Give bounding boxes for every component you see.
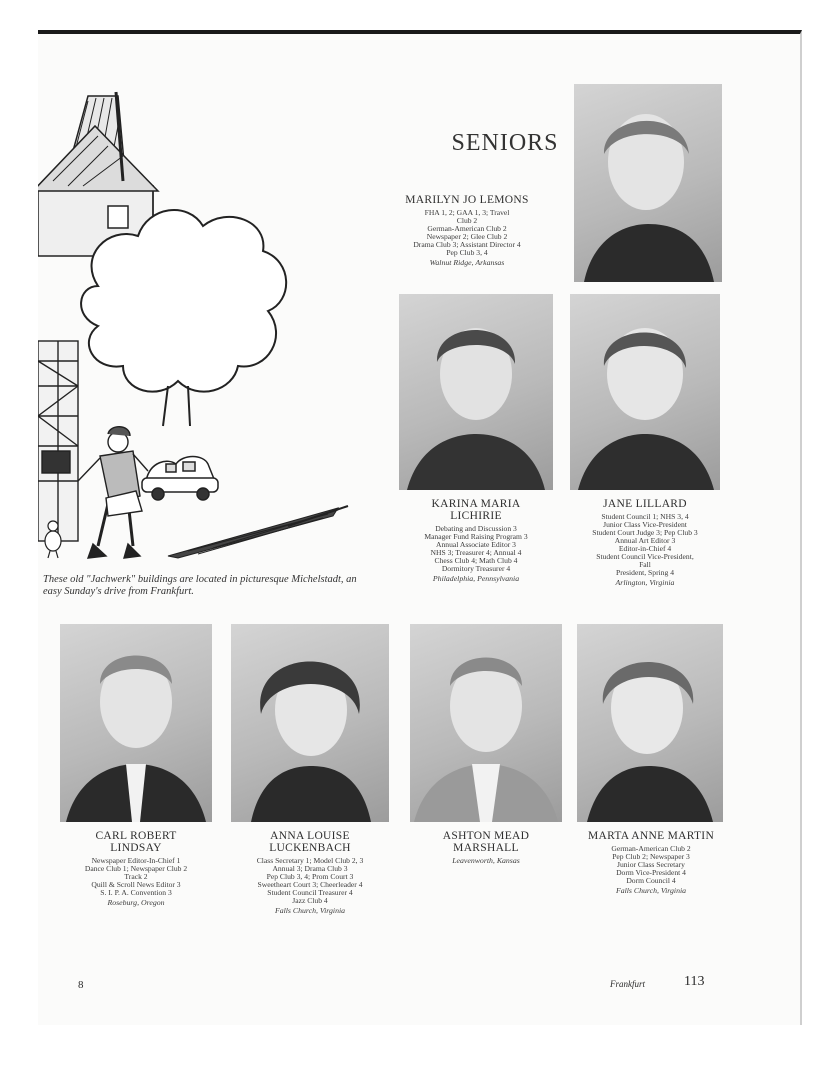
activity-line: German-American Club 2 [611, 844, 691, 854]
activity-line: Student Council Vice-President, [596, 551, 694, 561]
activity-line: German-American Club 2 [427, 224, 507, 233]
senior-photo-karina [399, 294, 553, 490]
hometown: Leavenworth, Kansas [452, 856, 520, 866]
senior-name: LINDSAY [110, 842, 162, 855]
activity-line: FHA 1, 2; GAA 1, 3; Travel [424, 208, 510, 218]
activity-line: Editor-in-Chief 4 [618, 543, 672, 553]
portrait-placeholder [574, 84, 722, 282]
page-number-right: 113 [684, 974, 705, 989]
portrait-placeholder [60, 624, 212, 822]
activity-line: Junior Class Vice-President [603, 520, 687, 530]
portrait-placeholder [577, 624, 723, 822]
boy-drawing [78, 427, 148, 558]
activity-line: Fall [639, 559, 651, 569]
timber-house-drawing [38, 341, 78, 541]
portrait-placeholder [399, 294, 553, 490]
senior-photo-ashton [410, 624, 562, 822]
activity-line: Student Council Treasurer 4 [267, 888, 353, 897]
page-title: SENIORS [451, 130, 559, 156]
hometown: Falls Church, Virginia [615, 885, 687, 895]
hometown: Walnut Ridge, Arkansas [429, 257, 505, 267]
senior-photo-jane [570, 294, 720, 490]
footer-label: Frankfurt [610, 979, 645, 989]
hometown: Philadelphia, Pennsylvania [432, 573, 520, 583]
activity-line: Newspaper Editor-In-Chief 1 [91, 856, 181, 866]
senior-entry-ashton [404, 830, 568, 865]
portrait-placeholder [410, 624, 562, 822]
portrait-placeholder [570, 294, 720, 490]
yearbook-page [38, 30, 802, 1025]
activity-line: Pep Club 3, 4; Prom Court 3 [266, 872, 354, 882]
activity-line: Junior Class Secretary [617, 860, 685, 869]
activity-line: Annual 3; Drama Club 3 [272, 864, 348, 874]
activity-line: Sweetheart Court 3; Cheerleader 4 [257, 880, 363, 890]
hometown: Roseburg, Oregon [107, 897, 165, 907]
senior-photo-marilyn [574, 84, 722, 282]
senior-photo-anna [231, 624, 389, 822]
activity-line: Student Council 1; NHS 3, 4 [601, 512, 689, 522]
senior-name: JANE LILLARD [603, 498, 687, 510]
senior-entry-carl [50, 830, 222, 907]
jachwerk-illustration [38, 86, 368, 566]
activity-line: Dormitory Treasurer 4 [441, 563, 511, 573]
senior-entry-anna [224, 830, 396, 915]
activity-line: Dorm Council 4 [626, 875, 676, 885]
activity-line: Annual Art Editor 3 [614, 535, 676, 545]
activity-line: Debating and Discussion 3 [435, 524, 517, 534]
senior-photo-carl [60, 624, 212, 822]
senior-entry-marilyn [392, 194, 542, 267]
activity-line: Pep Club 3, 4 [446, 247, 488, 257]
senior-photo-marta [577, 624, 723, 822]
activity-line: Dance Club 1; Newspaper Club 2 [84, 864, 188, 874]
senior-entry-jane [564, 498, 726, 587]
activity-line: Pep Club 2; Newspaper 3 [612, 852, 690, 862]
car-drawing [142, 457, 218, 501]
illustration-caption: These old "Jachwerk" buildings are located in picturesque Michelstadt, an easy Sunday's drive from Frankfurt. [43, 574, 357, 598]
activity-line: Dorm Vice-President 4 [616, 867, 686, 877]
activity-line: Quill & Scroll News Editor 3 [91, 880, 181, 890]
tree-drawing [81, 210, 286, 426]
senior-entry-marta [570, 830, 732, 895]
senior-name: LUCKENBACH [269, 842, 351, 855]
activity-line: Track 2 [124, 872, 148, 882]
activity-line: Class Secretary 1; Model Club 2, 3 [256, 856, 364, 866]
activity-line: Club 2 [456, 216, 478, 226]
activity-line: S. I. P. A. Convention 3 [100, 888, 172, 897]
senior-name: ASHTON MEAD [442, 830, 530, 842]
activity-line: Student Court Judge 3; Pep Club 3 [592, 528, 698, 537]
activity-line: Drama Club 3; Assistant Director 4 [413, 239, 521, 249]
activity-line: President, Spring 4 [615, 567, 674, 577]
senior-name: MARSHALL [453, 842, 519, 855]
senior-name: KARINA MARIA [431, 498, 521, 510]
page-number-left: 8 [78, 979, 84, 991]
senior-name: LICHIRIE [450, 510, 502, 523]
activity-line: Chess Club 4; Math Club 4 [434, 556, 518, 565]
senior-name: CARL ROBERT [95, 830, 177, 842]
activity-line: NHS 3; Treasurer 4; Annual 4 [430, 548, 522, 558]
road-drawing [168, 506, 348, 558]
senior-name: MARTA ANNE MARTIN [587, 830, 715, 842]
senior-entry-karina [394, 498, 558, 583]
senior-name: MARILYN JO LEMONS [405, 194, 529, 206]
portrait-placeholder [231, 624, 389, 822]
activity-line: Annual Associate Editor 3 [436, 540, 516, 550]
hometown: Arlington, Virginia [615, 577, 675, 587]
activity-line: Manager Fund Raising Program 3 [424, 532, 528, 542]
activity-line: Newspaper 2; Glee Club 2 [426, 231, 508, 241]
hometown: Falls Church, Virginia [274, 905, 346, 915]
senior-name: ANNA LOUISE [270, 830, 350, 842]
activity-line: Jazz Club 4 [292, 895, 328, 905]
